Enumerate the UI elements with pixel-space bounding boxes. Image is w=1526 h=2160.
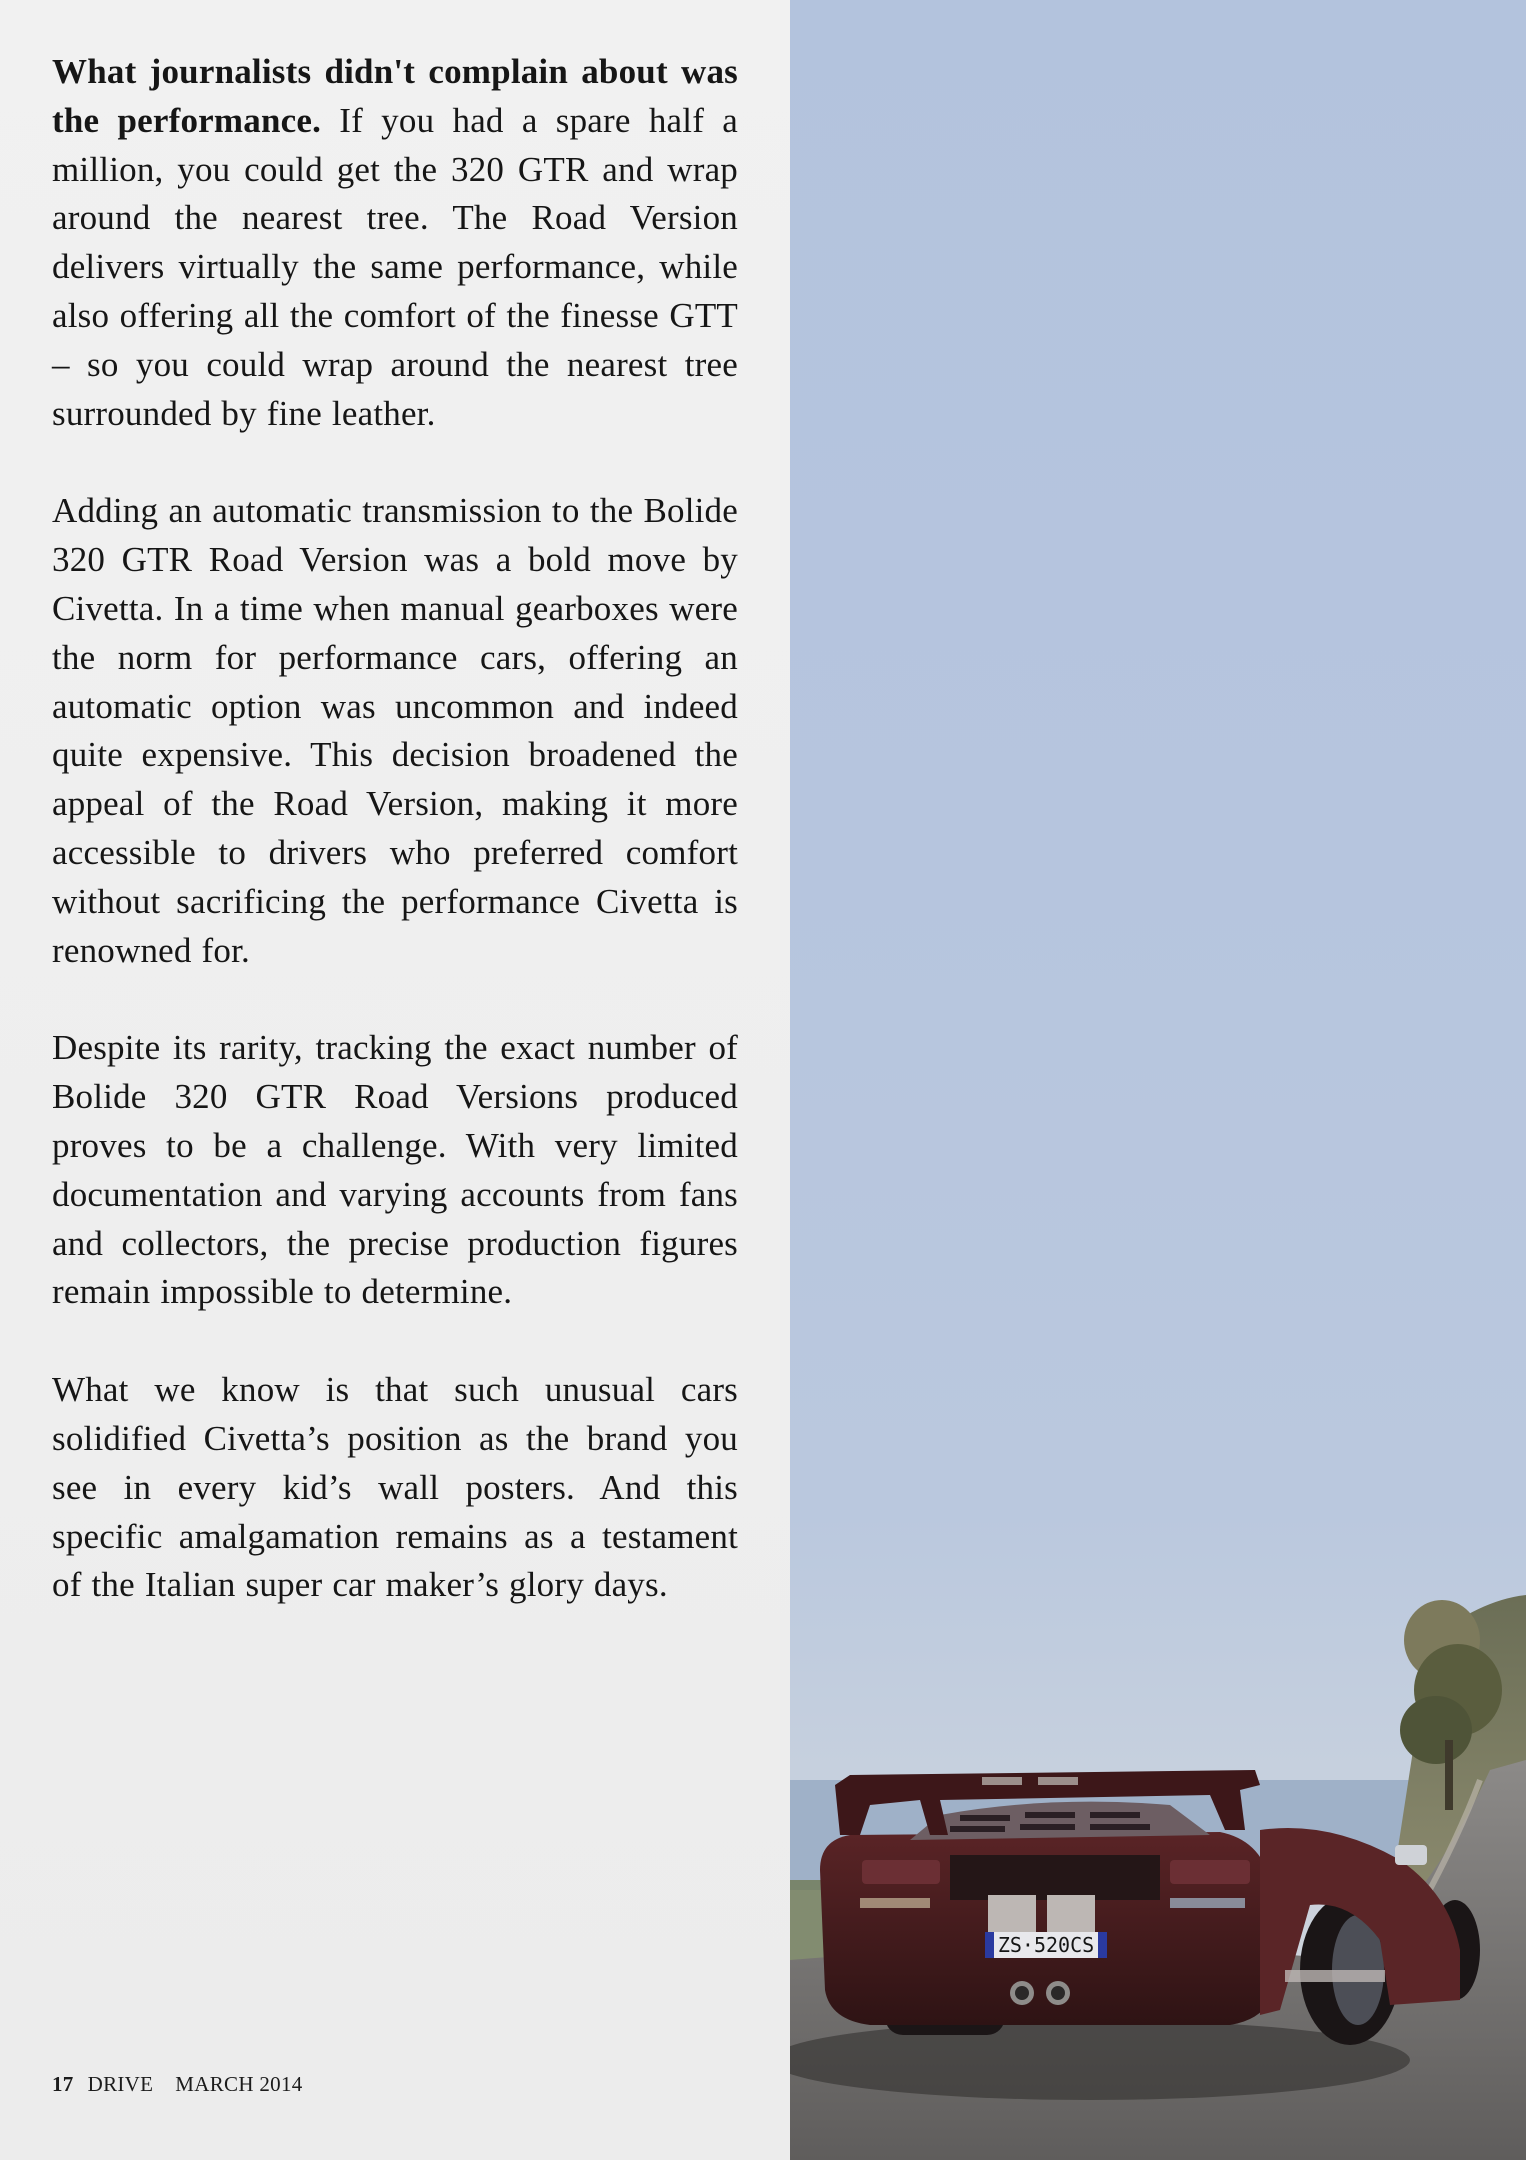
- issue-date: MARCH 2014: [175, 2072, 303, 2096]
- lead-in: What journalists didn't complain about was the performance.: [52, 52, 738, 140]
- plate-text: ZS·520CS: [997, 1933, 1095, 1957]
- page-footer: [52, 2072, 303, 2097]
- paragraph-3: [52, 1024, 738, 1317]
- paragraph-text: What we know is that such unusual cars solidified Civetta’s position as the brand you see in every kid’s wall posters. And this specific amalgamation remains as a testament of the Italian super car maker’s glory days.: [52, 1370, 738, 1605]
- paragraph-text: If you had a spare half a million, you could get the 320 GTR and wrap around the nearest tree. The Road Version delivers virtually the same performance, while also offering all the comfort of the finesse GTT – so you could wrap around the nearest tree surrounded by fine leather.: [52, 100, 739, 433]
- paragraph-text: Adding an automatic transmission to the Bolide 320 GTR Road Version was a bold move by Civetta. In a time when manual gearboxes were the norm for performance cars, offering an automatic option was uncommon and indeed quite expensive. This decision broadened the appeal of the Road Version, making it more accessible to drivers who preferred comfort without sacrificing the performance Civetta is renowned for.: [52, 491, 738, 970]
- paragraph-2: [52, 487, 738, 975]
- page-number: 17: [52, 2072, 74, 2096]
- magazine-name: DRIVE: [87, 2072, 154, 2096]
- article-body: [52, 48, 738, 1659]
- paragraph-1: [52, 48, 738, 438]
- car-photo: [790, 0, 1526, 2160]
- paragraph-4: [52, 1366, 738, 1610]
- car-illustration: [790, 0, 1526, 2160]
- paragraph-text: Despite its rarity, tracking the exact number of Bolide 320 GTR Road Versions produced proves to be a challenge. With very limited documentation and varying accounts from fans and collectors, the precise production figures remain impossible to determine.: [52, 1028, 738, 1312]
